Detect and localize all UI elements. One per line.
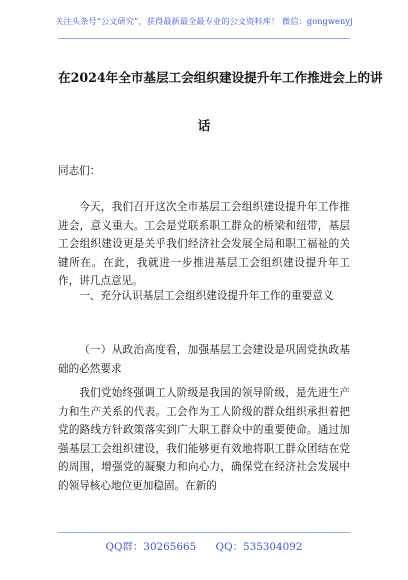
- subsection-heading-1: （一）从政治高度看，加强基层工会建设是巩固党执政基础的必然要求: [58, 344, 350, 375]
- section-heading-1: 一、充分认识基层工会组织建设提升年工作的重要意义: [79, 290, 334, 302]
- document-title-line-1: 在2024年全市基层工会组织建设提升年工作推进会上的讲: [58, 70, 383, 85]
- document-title-line-2: 话: [197, 118, 211, 133]
- footer-contact: [0, 538, 408, 553]
- paragraph-intro: 今天，我们召开这次全市基层工会组织建设提升年工作推进会，意义重大。工会是党联系职工群众的桥梁和纽带，基层工会组织建设更是关乎我们经济社会发展全局和职工福祉的关键所在。在此，我就进一步推进基层工会组织建设提升年工作，讲几点意见。: [58, 201, 350, 287]
- salutation: 同志们：: [58, 165, 101, 177]
- footer-qq: QQ：535304092: [215, 541, 303, 553]
- footer-divider: [58, 532, 350, 533]
- header-promo: 关注头条号“公文研究”，获得最新最全最专业的公文资料库！ 微信：gongwenyj: [55, 16, 353, 26]
- header-divider: [58, 38, 350, 39]
- paragraph-political: 我们党始终强调工人阶级是我国的领导阶级，是先进生产力和生产关系的代表。工会作为工人阶级的群众组织承担着把党的路线方针政策落实到广大职工群众中的重要使命。通过加强基层工会组织建设，我们能够更有效地将职工群众团结在党的周围，增强党的凝聚力和向心力，确保党在经济社会发展中的领导核心地位更加稳固。在新的: [58, 387, 350, 492]
- footer-qq-group: QQ群：30265665: [105, 541, 197, 553]
